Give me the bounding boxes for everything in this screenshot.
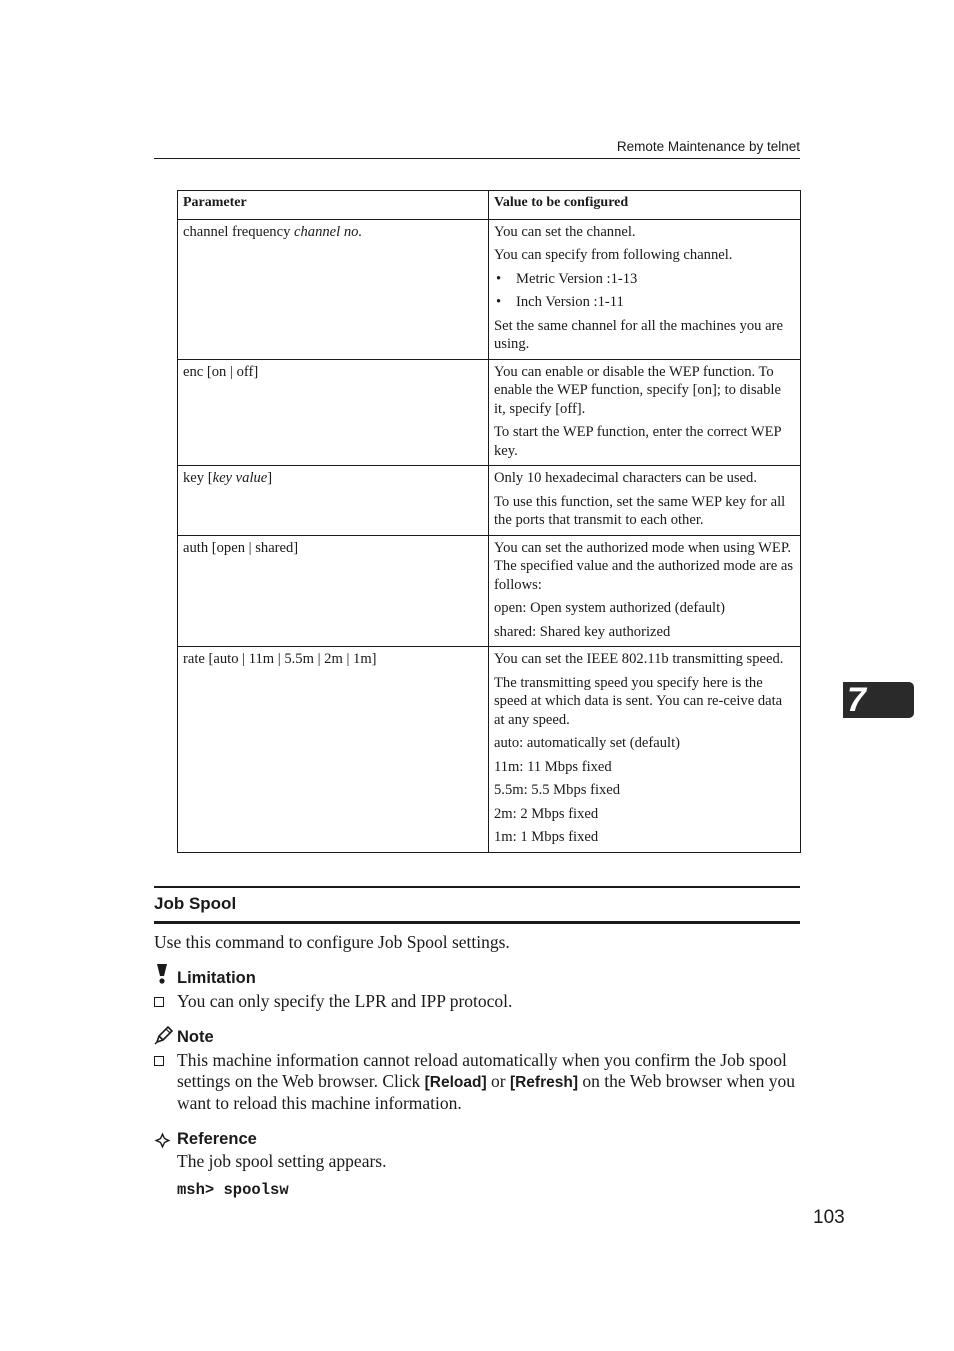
value-paragraph: To use this function, set the same WEP key for all the ports that transmit to each other. xyxy=(494,493,786,528)
header-rule xyxy=(154,158,800,159)
table-header-row xyxy=(178,191,801,220)
note-item xyxy=(154,1050,800,1114)
value-paragraph: You can set the IEEE 802.11b transmitting speed. xyxy=(494,651,784,667)
bullet-text: Metric Version :1-13 xyxy=(516,270,638,287)
limitation-item xyxy=(154,991,800,1012)
value-paragraph: 1m: 1 Mbps fixed xyxy=(494,829,599,845)
section-rule-top xyxy=(154,886,800,888)
parameter-cell xyxy=(178,535,489,647)
value-paragraph: 5.5m: 5.5 Mbps fixed xyxy=(494,782,621,798)
chapter-tab xyxy=(843,682,914,718)
pencil-note-icon xyxy=(154,1025,174,1045)
table-row xyxy=(178,647,801,853)
parameter-placeholder: key value xyxy=(212,470,268,486)
parameter-table xyxy=(177,190,801,853)
chapter-number: 7 xyxy=(847,681,866,719)
note-text-part: or xyxy=(486,1071,510,1091)
reference-text: The job spool setting appears. xyxy=(177,1151,387,1171)
note-text-part: This machine information cannot reload automatically when you confirm the Job spool settings on the Web browser. Click xyxy=(177,1050,787,1091)
table-row xyxy=(178,359,801,466)
running-header: Remote Maintenance by telnet xyxy=(616,139,800,154)
parameter-name: enc [on | off] xyxy=(183,363,259,380)
value-paragraph: auto: automatically set (default) xyxy=(494,735,680,751)
note-text-part: on the Web browser when you want to reload this machine information. xyxy=(177,1071,795,1113)
value-paragraph: You can set the authorized mode when using WEP. The specified value and the authorized mode are as follows: xyxy=(494,539,794,593)
value-cell xyxy=(489,647,801,853)
limitation-heading: Limitation xyxy=(177,969,256,987)
command-example: msh> spoolsw xyxy=(177,1181,289,1199)
parameter-name: rate [auto | 11m | 5.5m | 2m | 1m] xyxy=(183,651,377,667)
section-title: Job Spool xyxy=(154,894,237,913)
bullet-item xyxy=(494,270,794,289)
parameter-placeholder: channel no. xyxy=(294,223,363,240)
value-paragraph: Set the same channel for all the machines you are using. xyxy=(494,317,783,352)
value-paragraph: You can enable or disable the WEP function. To enable the WEP function, specify [on]; to disable it, specify [off]. xyxy=(494,363,781,417)
checkbox-bullet-icon xyxy=(154,1056,164,1066)
value-cell xyxy=(489,535,801,647)
table-row xyxy=(178,219,801,359)
value-paragraph: The transmitting speed you specify here is the speed at which data is sent. You can re-ceive data at any speed. xyxy=(494,674,783,728)
note-item-text xyxy=(177,1050,800,1114)
parameter-name: key [ xyxy=(183,470,213,486)
reload-key-label: [Reload] xyxy=(424,1074,487,1091)
page-number: 103 xyxy=(813,1207,845,1228)
table-row xyxy=(178,535,801,647)
bullet-icon: • xyxy=(496,270,502,287)
bullet-icon: • xyxy=(496,294,502,310)
value-paragraph: open: Open system authorized (default) xyxy=(494,600,725,616)
parameter-name: channel frequency xyxy=(183,223,295,240)
value-cell xyxy=(489,359,801,466)
bullet-text: Inch Version :1-11 xyxy=(516,294,624,310)
value-paragraph: 11m: 11 Mbps fixed xyxy=(494,758,612,775)
note-heading: Note xyxy=(177,1028,214,1046)
bullet-item xyxy=(494,293,794,312)
parameter-suffix: ] xyxy=(267,470,273,486)
refresh-key-label: [Refresh] xyxy=(509,1074,578,1091)
parameter-cell xyxy=(178,219,489,359)
value-paragraph: 2m: 2 Mbps fixed xyxy=(494,805,599,822)
column-header-value: Value to be configured xyxy=(489,191,801,220)
table-row xyxy=(178,466,801,536)
parameter-cell xyxy=(178,466,489,536)
parameter-cell xyxy=(178,359,489,466)
value-paragraph: shared: Shared key authorized xyxy=(494,623,671,640)
value-paragraph: You can set the channel. xyxy=(494,223,636,240)
limitation-icon xyxy=(154,963,170,985)
section-intro: Use this command to configure Job Spool settings. xyxy=(154,932,510,952)
section-rule-bottom xyxy=(154,921,800,924)
reference-heading: Reference xyxy=(177,1130,257,1148)
value-paragraph: Only 10 hexadecimal characters can be used. xyxy=(494,470,757,486)
diamond-bullet-icon xyxy=(154,1132,171,1149)
limitation-item-text: You can only specify the LPR and IPP protocol. xyxy=(177,991,513,1011)
parameter-name: auth [open | shared] xyxy=(183,539,299,556)
value-paragraph: To start the WEP function, enter the correct WEP key. xyxy=(494,424,782,459)
column-header-parameter: Parameter xyxy=(178,191,489,220)
value-cell xyxy=(489,219,801,359)
checkbox-bullet-icon xyxy=(154,997,164,1007)
parameter-cell xyxy=(178,647,489,853)
value-cell xyxy=(489,466,801,536)
value-paragraph: You can specify from following channel. xyxy=(494,247,733,263)
